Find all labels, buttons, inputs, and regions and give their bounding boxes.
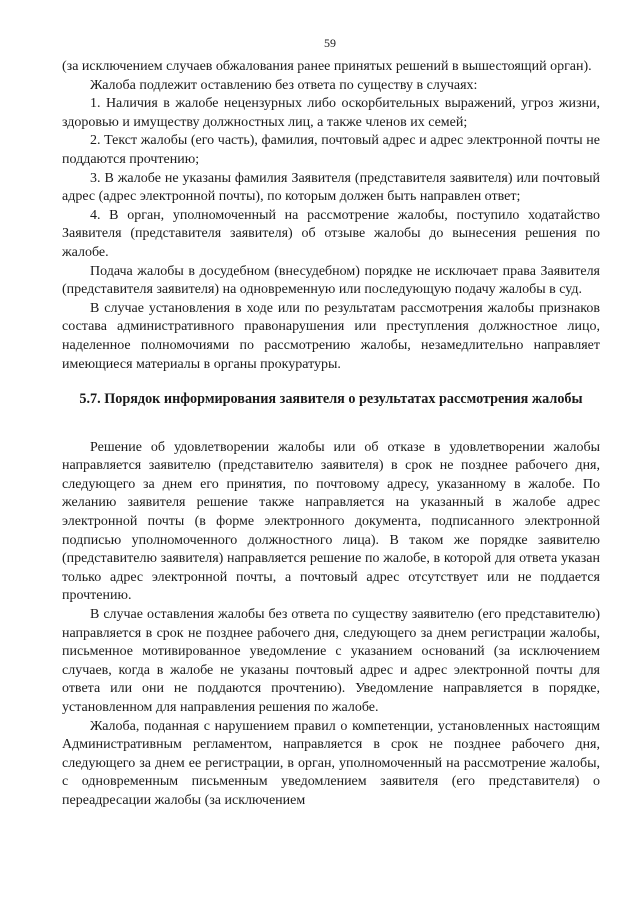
list-item: 3. В жалобе не указаны фамилия Заявителя (представителя заявителя) или почтовый адрес (адрес электронной почты), по которым должен быть направлен ответ; <box>62 170 600 205</box>
paragraph: В случае установления в ходе или по результатам рассмотрения жалобы признаков состава административного правонарушения или преступления должностное лицо, наделенное полномочиями по рассмотрению жалобы, незамедлительно направляет имеющиеся материалы в органы прокуратуры. <box>62 300 600 372</box>
body-bottom <box>62 439 600 811</box>
list-item: 4. В орган, уполномоченный на рассмотрение жалобы, поступило ходатайство Заявителя (представителя заявителя) об отзыве жалобы до вынесения решения по жалобе. <box>62 207 600 260</box>
paragraph: Жалоба, поданная с нарушением правил о компетенции, установленных настоящим Административным регламентом, направляется в срок не позднее рабочего дня, следующего за днем ее регистрации, в орган, уполномоченный на рассмотрение жалобы, с одновременным письменным уведомлением заявителя (его представителя) о переадресации жалобы (за исключением <box>62 718 600 808</box>
section-heading: 5.7. Порядок информирования заявителя о результатах рассмотрения жалобы <box>79 391 583 408</box>
page-number: 59 <box>324 36 336 50</box>
paragraph: Решение об удовлетворении жалобы или об отказе в удовлетворении жалобы направляется заявителю (представителю заявителя) в срок не позднее рабочего дня, следующего за днем его принятия, по почтовому адресу, указанному в жалобе. По желанию заявителя решение также направляется на указанный в жалобе адрес электронной почты (в форме электронного документа, подписанного электронной подписью уполномоченного должностного лица). В таком же порядке заявителю (представителю заявителя) направляется решение по жалобе, в которой для ответа указан только адрес электронной почты, а почтовый адрес отсутствует или не поддается прочтению. <box>62 439 600 604</box>
paragraph: Жалоба подлежит оставлению без ответа по существу в случаях: <box>90 77 478 93</box>
body-top <box>62 58 600 374</box>
paragraph: (за исключением случаев обжалования ранее принятых решений в вышестоящий орган). <box>62 59 592 74</box>
paragraph: В случае оставления жалобы без ответа по существу заявителю (его представителю) направляется в срок не позднее рабочего дня, следующего за днем регистрации жалобы, письменное мотивированное уведомление с указанием оснований (за исключением случаев, когда в жалобе не указаны почтовый адрес и адрес электронной почты для ответа или они не поддаются прочтению). Уведомление направляется в порядке, установленном для направления решения по жалобе. <box>62 607 600 715</box>
paragraph: Подача жалобы в досудебном (внесудебном) порядке не исключает права Заявителя (представителя заявителя) на одновременную или последующую подачу жалобы в суд. <box>62 263 600 298</box>
list-item: 1. Наличия в жалобе нецензурных либо оскорбительных выражений, угроз жизни, здоровью и имуществу должностных лиц, а также членов их семей; <box>62 96 600 130</box>
list-item: 2. Текст жалобы (его часть), фамилия, почтовый адрес и адрес электронной почты не поддаются прочтению; <box>62 133 600 167</box>
